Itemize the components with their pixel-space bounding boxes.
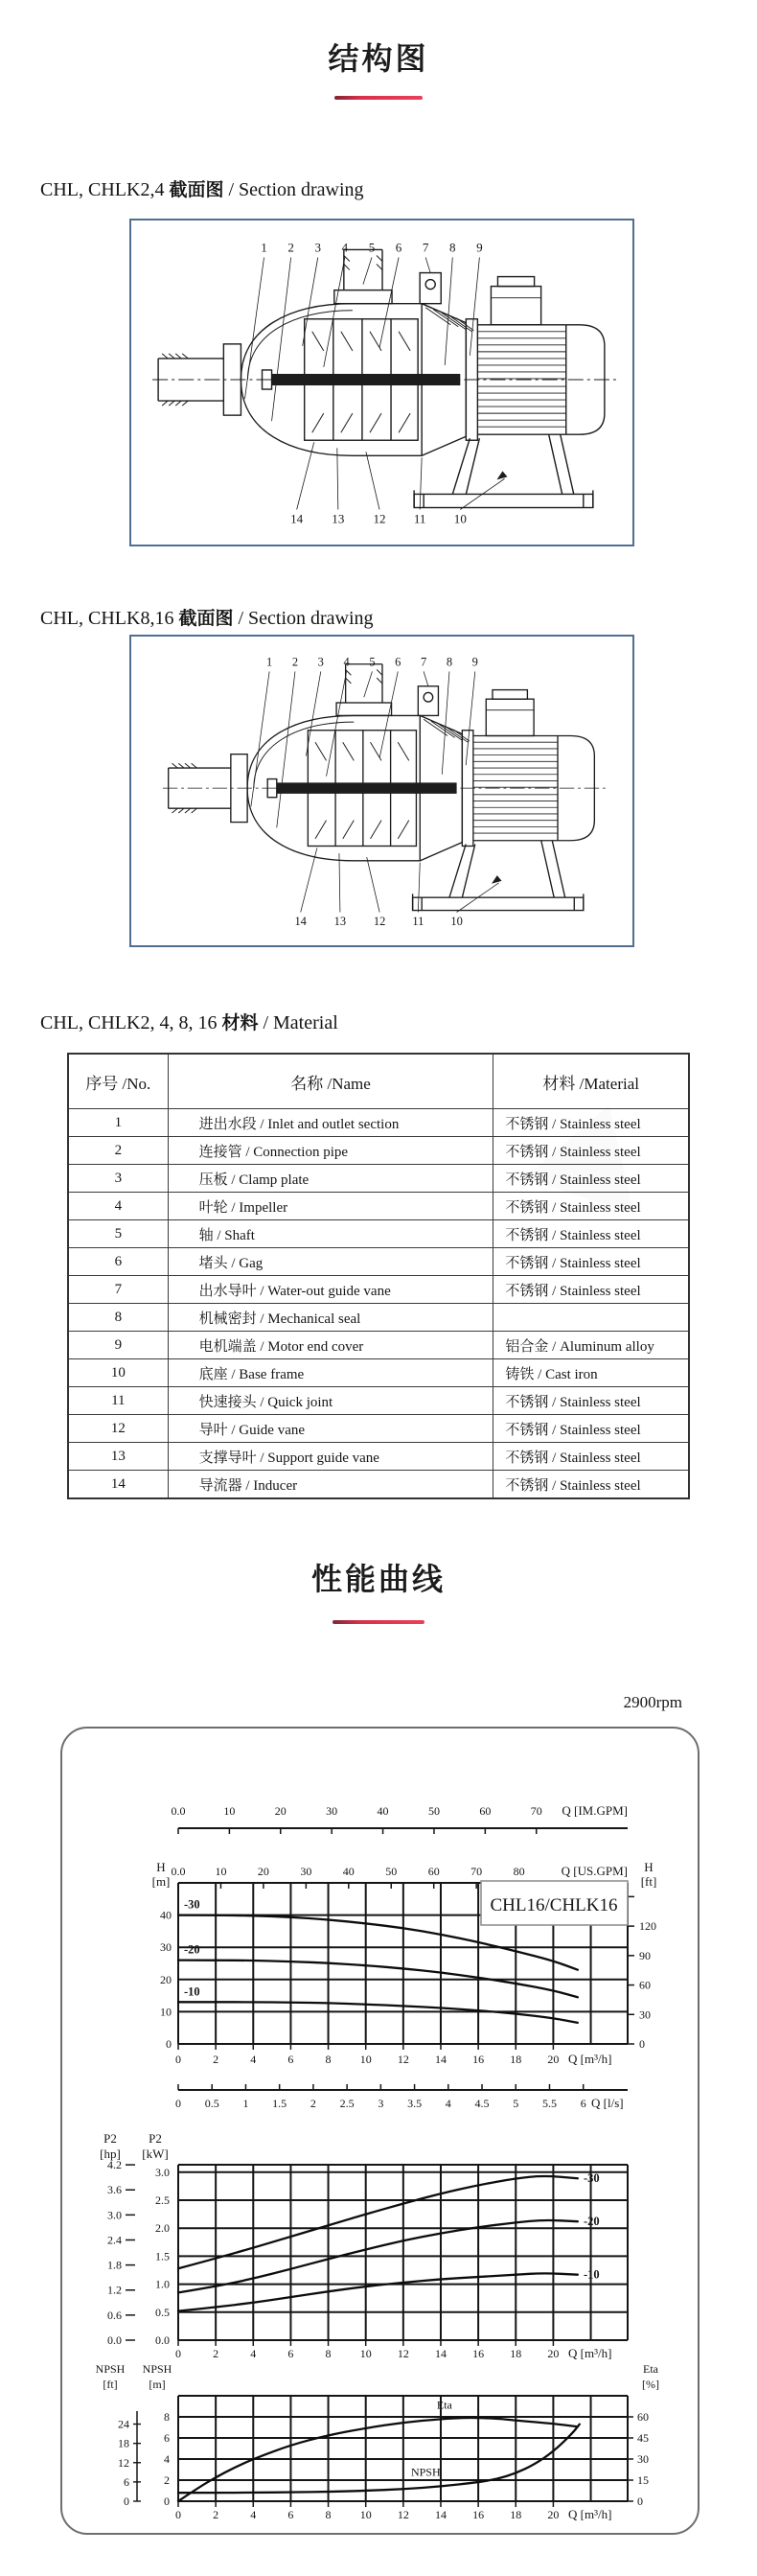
drawing2-heading <box>40 604 374 630</box>
svg-text:H: H <box>156 1860 166 1874</box>
cell-no: 8 <box>68 1304 168 1332</box>
svg-text:3.6: 3.6 <box>107 2183 122 2197</box>
cell-material: 不锈钢 / Stainless steel <box>493 1220 689 1248</box>
svg-text:0: 0 <box>166 2037 172 2051</box>
svg-text:Q [m³/h]: Q [m³/h] <box>568 2507 612 2521</box>
svg-text:16: 16 <box>472 2053 485 2066</box>
svg-text:1.5: 1.5 <box>155 2249 170 2263</box>
svg-text:20: 20 <box>160 1972 172 1986</box>
drawing1-heading-en: / Section drawing <box>223 179 364 200</box>
svg-text:-30: -30 <box>184 1897 200 1912</box>
svg-text:10: 10 <box>359 2508 372 2521</box>
table-row <box>68 1415 689 1443</box>
svg-text:14: 14 <box>434 2053 447 2066</box>
cell-material <box>493 1304 689 1332</box>
cell-no: 7 <box>68 1276 168 1304</box>
table-row <box>68 1304 689 1332</box>
svg-text:10: 10 <box>359 2347 372 2360</box>
cell-name: 进出水段 / Inlet and outlet section <box>168 1109 493 1137</box>
svg-text:2: 2 <box>213 2347 219 2360</box>
svg-text:4.5: 4.5 <box>474 2097 490 2110</box>
cell-name: 快速接头 / Quick joint <box>168 1387 493 1415</box>
svg-text:[%]: [%] <box>642 2378 659 2391</box>
callout-label: 9 <box>471 655 478 669</box>
cell-name: 堵头 / Gag <box>168 1248 493 1276</box>
callout-label: 9 <box>476 240 483 255</box>
svg-text:45: 45 <box>637 2430 649 2445</box>
cell-no: 14 <box>68 1471 168 1499</box>
cell-material: 不锈钢 / Stainless steel <box>493 1165 689 1193</box>
table-header-row <box>68 1054 689 1109</box>
cell-no: 13 <box>68 1443 168 1471</box>
svg-text:0: 0 <box>124 2495 129 2508</box>
svg-text:4: 4 <box>250 2347 257 2360</box>
svg-text:20: 20 <box>547 2053 560 2066</box>
svg-text:14: 14 <box>434 2508 447 2521</box>
svg-text:0: 0 <box>637 2495 643 2508</box>
cell-name: 底座 / Base frame <box>168 1359 493 1387</box>
callout-label: 7 <box>422 240 429 255</box>
svg-text:0: 0 <box>175 2508 181 2521</box>
callout-label: 3 <box>314 240 322 255</box>
svg-text:-10: -10 <box>184 1984 200 1999</box>
svg-text:60: 60 <box>639 1978 651 1992</box>
svg-text:[kW]: [kW] <box>142 2147 169 2161</box>
svg-text:-10: -10 <box>584 2267 600 2282</box>
callout-label: 1 <box>265 655 273 669</box>
section-drawing2-svg <box>131 637 632 945</box>
svg-text:[ft]: [ft] <box>103 2378 118 2391</box>
svg-text:2: 2 <box>213 2508 219 2521</box>
table-row <box>68 1387 689 1415</box>
svg-text:2: 2 <box>310 2097 316 2110</box>
svg-text:2.5: 2.5 <box>339 2097 355 2110</box>
cell-no: 5 <box>68 1220 168 1248</box>
callout-label: 4 <box>341 240 349 255</box>
svg-text:30: 30 <box>326 1804 338 1818</box>
structure-title-underline <box>334 96 423 100</box>
svg-text:18: 18 <box>118 2436 129 2450</box>
cell-no: 10 <box>68 1359 168 1387</box>
svg-text:6: 6 <box>124 2474 129 2489</box>
svg-text:3.0: 3.0 <box>155 2165 170 2179</box>
svg-text:0.0: 0.0 <box>171 1865 186 1878</box>
svg-text:50: 50 <box>427 1804 440 1818</box>
cell-name: 支撑导叶 / Support guide vane <box>168 1443 493 1471</box>
svg-text:8: 8 <box>325 2508 332 2521</box>
cell-name: 轴 / Shaft <box>168 1220 493 1248</box>
table-row <box>68 1137 689 1165</box>
callout-label: 11 <box>413 511 426 526</box>
cell-no: 12 <box>68 1415 168 1443</box>
callout-label: 2 <box>287 240 294 255</box>
drawing1-heading-model: CHL, CHLK2,4 <box>40 179 170 200</box>
table-row <box>68 1109 689 1137</box>
svg-text:8: 8 <box>164 2410 170 2424</box>
performance-section-title: 性能曲线 <box>310 1561 446 1597</box>
cell-name: 叶轮 / Impeller <box>168 1193 493 1220</box>
svg-text:6: 6 <box>287 2508 294 2521</box>
cell-name: 压板 / Clamp plate <box>168 1165 493 1193</box>
drawing2-heading-model: CHL, CHLK8,16 <box>40 608 179 629</box>
svg-text:10: 10 <box>223 1804 236 1818</box>
svg-text:30: 30 <box>160 1940 172 1955</box>
svg-text:0.0: 0.0 <box>155 2333 170 2347</box>
svg-text:24: 24 <box>118 2417 129 2431</box>
cell-name: 电机端盖 / Motor end cover <box>168 1332 493 1359</box>
table-row <box>68 1359 689 1387</box>
svg-text:0.0: 0.0 <box>171 1804 186 1818</box>
svg-text:3.0: 3.0 <box>107 2208 122 2222</box>
section-drawing1-box <box>129 219 634 546</box>
svg-text:1.5: 1.5 <box>272 2097 287 2110</box>
svg-text:2.5: 2.5 <box>155 2193 170 2207</box>
material-table <box>67 1053 690 1499</box>
svg-text:H: H <box>644 1860 654 1874</box>
cell-material: 不锈钢 / Stainless steel <box>493 1137 689 1165</box>
svg-text:10: 10 <box>359 2053 372 2066</box>
cell-no: 1 <box>68 1109 168 1137</box>
svg-text:1: 1 <box>242 2097 249 2110</box>
performance-charts-svg <box>62 1729 698 2533</box>
svg-text:50: 50 <box>385 1865 398 1878</box>
svg-text:30: 30 <box>300 1865 312 1878</box>
svg-text:20: 20 <box>547 2347 560 2360</box>
drawing2-heading-en: / Section drawing <box>233 608 374 629</box>
table-row <box>68 1193 689 1220</box>
svg-text:2.0: 2.0 <box>155 2221 170 2236</box>
performance-title-underline <box>333 1620 424 1624</box>
svg-text:P2: P2 <box>149 2131 162 2146</box>
callout-label: 3 <box>317 655 324 669</box>
callout-label: 6 <box>395 655 401 669</box>
svg-text:0: 0 <box>175 2097 181 2110</box>
svg-text:16: 16 <box>472 2508 485 2521</box>
cell-material: 不锈钢 / Stainless steel <box>493 1248 689 1276</box>
table-row <box>68 1276 689 1304</box>
cell-no: 11 <box>68 1387 168 1415</box>
svg-text:3.5: 3.5 <box>407 2097 423 2110</box>
svg-text:14: 14 <box>434 2347 447 2360</box>
cell-name: 导叶 / Guide vane <box>168 1415 493 1443</box>
cell-name: 出水导叶 / Water-out guide vane <box>168 1276 493 1304</box>
table-row <box>68 1443 689 1471</box>
svg-text:12: 12 <box>397 2508 409 2521</box>
svg-text:-20: -20 <box>184 1942 200 1957</box>
svg-text:Eta: Eta <box>436 2398 452 2412</box>
svg-text:5.5: 5.5 <box>541 2097 557 2110</box>
svg-text:Q [l/s]: Q [l/s] <box>591 2096 624 2110</box>
cell-name: 连接管 / Connection pipe <box>168 1137 493 1165</box>
svg-text:6: 6 <box>580 2097 586 2110</box>
svg-text:6: 6 <box>287 2053 294 2066</box>
svg-text:[m]: [m] <box>149 2378 166 2391</box>
cell-material: 不锈钢 / Stainless steel <box>493 1415 689 1443</box>
section-drawing1-svg <box>131 220 632 545</box>
svg-text:30: 30 <box>637 2451 649 2466</box>
material-heading-cn: 材料 <box>221 1012 259 1033</box>
svg-text:4: 4 <box>445 2097 451 2110</box>
svg-text:10: 10 <box>215 1865 227 1878</box>
cell-material: 不锈钢 / Stainless steel <box>493 1387 689 1415</box>
callout-label: 4 <box>343 655 350 669</box>
svg-text:P2: P2 <box>103 2131 117 2146</box>
svg-text:4.2: 4.2 <box>107 2158 122 2172</box>
svg-text:40: 40 <box>377 1804 389 1818</box>
svg-text:70: 70 <box>530 1804 542 1818</box>
svg-text:[m]: [m] <box>151 1874 171 1889</box>
svg-text:2: 2 <box>164 2473 170 2487</box>
svg-text:40: 40 <box>342 1865 355 1878</box>
svg-text:NPSH: NPSH <box>410 2465 441 2479</box>
svg-text:[hp]: [hp] <box>100 2147 121 2161</box>
material-heading-model: CHL, CHLK2, 4, 8, 16 <box>40 1012 222 1033</box>
cell-material: 铝合金 / Aluminum alloy <box>493 1332 689 1359</box>
svg-text:-20: -20 <box>584 2215 600 2229</box>
svg-text:60: 60 <box>427 1865 440 1878</box>
svg-text:12: 12 <box>397 2053 409 2066</box>
svg-text:18: 18 <box>510 2053 522 2066</box>
svg-text:30: 30 <box>639 2007 651 2022</box>
callout-label: 7 <box>420 655 427 669</box>
header-material: 材料 /Material <box>493 1054 689 1109</box>
svg-text:120: 120 <box>639 1919 656 1934</box>
header-name: 名称 /Name <box>168 1054 493 1109</box>
svg-text:0.6: 0.6 <box>107 2308 122 2322</box>
svg-text:12: 12 <box>397 2347 409 2360</box>
callout-label: 13 <box>333 914 347 928</box>
callout-label: 8 <box>449 240 456 255</box>
svg-text:15: 15 <box>637 2472 649 2487</box>
svg-text:90: 90 <box>639 1948 651 1962</box>
svg-text:6: 6 <box>287 2347 294 2360</box>
svg-text:2.4: 2.4 <box>107 2233 122 2247</box>
cell-no: 3 <box>68 1165 168 1193</box>
performance-panel <box>60 1727 700 2535</box>
cell-material: 不锈钢 / Stainless steel <box>493 1471 689 1499</box>
cell-material: 不锈钢 / Stainless steel <box>493 1276 689 1304</box>
callout-label: 10 <box>450 914 463 928</box>
callout-label: 13 <box>332 511 345 526</box>
callout-label: 1 <box>261 240 267 255</box>
svg-text:18: 18 <box>510 2347 522 2360</box>
table-row <box>68 1471 689 1499</box>
svg-text:Eta: Eta <box>643 2362 658 2376</box>
section-drawing2-box <box>129 635 634 947</box>
callout-label: 11 <box>412 914 424 928</box>
cell-no: 2 <box>68 1137 168 1165</box>
cell-no: 4 <box>68 1193 168 1220</box>
svg-text:0.0: 0.0 <box>107 2333 122 2347</box>
svg-text:8: 8 <box>325 2053 332 2066</box>
svg-text:Q [m³/h]: Q [m³/h] <box>568 2346 612 2360</box>
cell-no: 9 <box>68 1332 168 1359</box>
svg-text:Q [m³/h]: Q [m³/h] <box>568 2052 612 2066</box>
svg-text:10: 10 <box>160 2005 172 2019</box>
svg-text:4: 4 <box>250 2053 257 2066</box>
cell-name: 机械密封 / Mechanical seal <box>168 1304 493 1332</box>
table-row <box>68 1332 689 1359</box>
svg-text:16: 16 <box>472 2347 485 2360</box>
cell-material: 不锈钢 / Stainless steel <box>493 1109 689 1137</box>
callout-label: 8 <box>446 655 453 669</box>
svg-text:12: 12 <box>118 2455 129 2470</box>
rpm-label: 2900rpm <box>623 1693 682 1711</box>
svg-text:4: 4 <box>164 2452 170 2466</box>
svg-text:4: 4 <box>250 2508 257 2521</box>
svg-text:2: 2 <box>213 2053 219 2066</box>
svg-text:NPSH: NPSH <box>95 2362 126 2376</box>
cell-material: 不锈钢 / Stainless steel <box>493 1443 689 1471</box>
svg-text:1.0: 1.0 <box>155 2277 170 2291</box>
svg-text:5: 5 <box>513 2097 519 2110</box>
svg-text:0: 0 <box>639 2037 645 2051</box>
callout-label: 5 <box>369 655 376 669</box>
svg-text:Q [IM.GPM]: Q [IM.GPM] <box>562 1803 628 1818</box>
callout-label: 12 <box>373 511 386 526</box>
svg-text:Q [US.GPM]: Q [US.GPM] <box>561 1864 628 1878</box>
pump-cross-section-art <box>152 249 617 509</box>
cell-material: 铸铁 / Cast iron <box>493 1359 689 1387</box>
table-row <box>68 1165 689 1193</box>
svg-text:1.2: 1.2 <box>107 2283 122 2297</box>
svg-text:-30: -30 <box>584 2171 600 2186</box>
svg-text:[ft]: [ft] <box>640 1874 657 1889</box>
svg-text:0.5: 0.5 <box>155 2305 170 2319</box>
svg-text:70: 70 <box>470 1865 483 1878</box>
svg-text:60: 60 <box>479 1804 492 1818</box>
drawing2-heading-cn: 截面图 <box>178 608 234 629</box>
svg-text:20: 20 <box>547 2508 560 2521</box>
svg-text:6: 6 <box>164 2431 170 2445</box>
table-row <box>68 1220 689 1248</box>
pump-cross-section-art <box>163 664 607 913</box>
callout-label: 14 <box>290 511 304 526</box>
material-heading <box>40 1009 338 1034</box>
callout-label: 12 <box>373 914 386 928</box>
svg-text:0: 0 <box>164 2495 170 2508</box>
drawing1-heading-cn: 截面图 <box>169 179 224 200</box>
callout-label: 10 <box>453 511 467 526</box>
table-row <box>68 1248 689 1276</box>
svg-text:80: 80 <box>513 1865 525 1878</box>
callout-label: 2 <box>291 655 299 669</box>
material-heading-en: / Material <box>258 1012 338 1033</box>
svg-text:40: 40 <box>160 1908 172 1922</box>
svg-text:20: 20 <box>274 1804 287 1818</box>
svg-text:1.8: 1.8 <box>107 2258 122 2272</box>
header-no: 序号 /No. <box>68 1054 168 1109</box>
svg-text:8: 8 <box>325 2347 332 2360</box>
svg-text:0.5: 0.5 <box>204 2097 219 2110</box>
cell-material: 不锈钢 / Stainless steel <box>493 1193 689 1220</box>
svg-text:20: 20 <box>257 1865 269 1878</box>
svg-text:0: 0 <box>175 2347 181 2360</box>
svg-text:NPSH: NPSH <box>142 2362 172 2376</box>
callout-label: 6 <box>395 240 402 255</box>
svg-text:3: 3 <box>378 2097 384 2110</box>
callout-label: 14 <box>294 914 307 928</box>
svg-text:0: 0 <box>175 2053 181 2066</box>
drawing1-heading <box>40 175 364 201</box>
svg-text:60: 60 <box>637 2409 649 2424</box>
svg-text:CHL16/CHLK16: CHL16/CHLK16 <box>490 1895 618 1915</box>
cell-no: 6 <box>68 1248 168 1276</box>
svg-text:18: 18 <box>510 2508 522 2521</box>
cell-name: 导流器 / Inducer <box>168 1471 493 1499</box>
structure-section-title: 结构图 <box>328 40 429 77</box>
callout-label: 5 <box>368 240 376 255</box>
